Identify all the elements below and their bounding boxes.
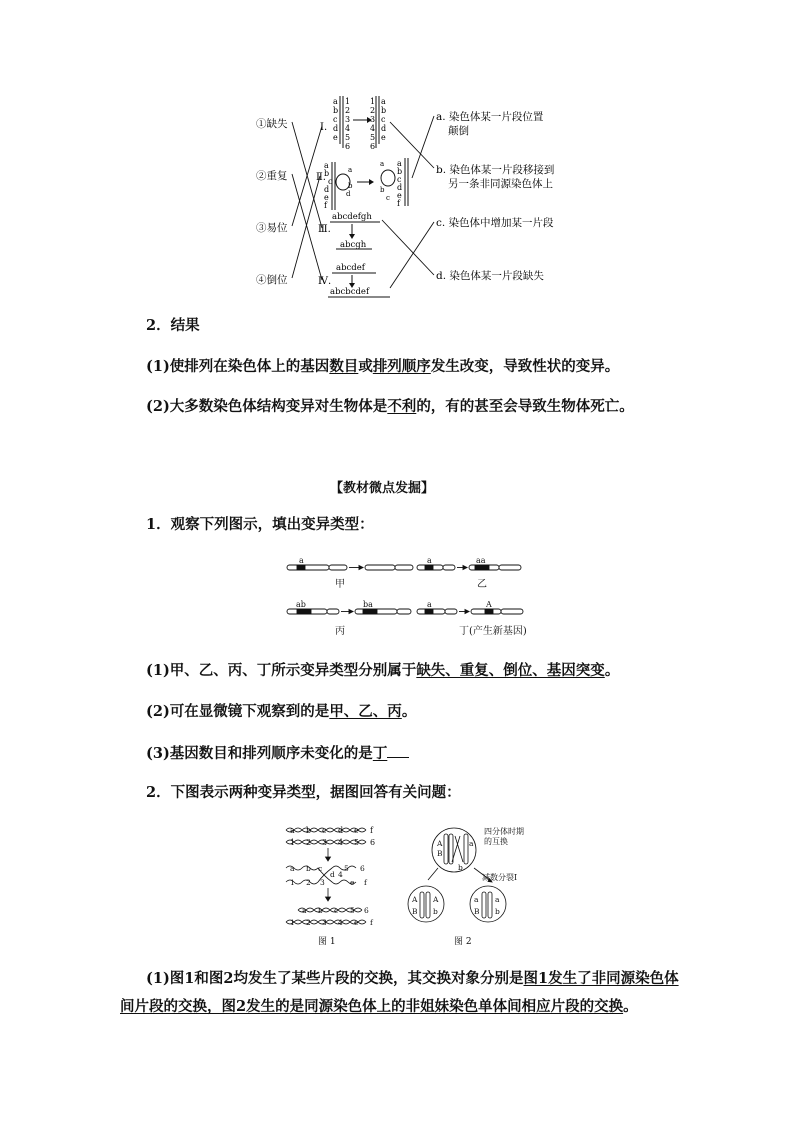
svg-text:e: e xyxy=(354,918,359,927)
desc-c: c. 染色体中增加某一片段 xyxy=(436,217,554,229)
gene-label-ding-before: a xyxy=(427,600,432,609)
type-label-translocation: ③易位 xyxy=(256,222,288,234)
svg-text:3: 3 xyxy=(370,115,376,124)
svg-text:a: a xyxy=(290,864,295,873)
svg-text:b: b xyxy=(318,906,323,915)
results-heading: 2．结果 xyxy=(146,317,200,334)
svg-text:b: b xyxy=(458,863,463,872)
svg-text:f: f xyxy=(324,201,327,210)
svg-text:b: b xyxy=(433,907,438,916)
results-p1-blank-order: 排列顺序 xyxy=(372,358,431,375)
svg-text:c: c xyxy=(381,115,386,124)
results-p1-mid: 或 xyxy=(358,358,373,375)
results-p2-blank: 不利 xyxy=(387,398,417,415)
desc-b-line1: b. 染色体某一片段移接到 xyxy=(436,164,555,176)
I-left-numbers xyxy=(345,97,350,151)
svg-text:1: 1 xyxy=(290,838,296,847)
desc-a-line2: 颠倒 xyxy=(448,125,469,137)
svg-text:e: e xyxy=(397,191,402,200)
svg-text:b: b xyxy=(306,826,312,835)
svg-text:2: 2 xyxy=(370,106,376,115)
svg-text:e: e xyxy=(354,826,359,835)
svg-text:b: b xyxy=(324,169,330,178)
svg-text:d: d xyxy=(346,190,351,198)
type-label-duplication: ②重复 xyxy=(256,170,288,182)
svg-text:5: 5 xyxy=(350,906,355,915)
I-right-letters xyxy=(381,97,386,142)
svg-text:3: 3 xyxy=(320,878,325,887)
III-top-sequence: abcdefgh xyxy=(332,212,372,222)
svg-text:e: e xyxy=(333,133,338,142)
fig2-daughter-cell-right xyxy=(470,886,506,922)
svg-text:e: e xyxy=(324,193,329,202)
svg-text:c: c xyxy=(333,115,338,124)
answer-2-blank: 甲、乙、丙 xyxy=(329,703,402,720)
svg-text:c: c xyxy=(334,906,339,915)
svg-text:b: b xyxy=(380,186,385,194)
svg-text:b: b xyxy=(306,864,311,873)
svg-text:f: f xyxy=(397,199,400,208)
desc-a-line1: a. 染色体某一片段位置 xyxy=(436,111,544,123)
answer-b1-line1 xyxy=(146,972,679,987)
svg-text:d: d xyxy=(330,870,335,879)
svg-text:a: a xyxy=(469,839,474,848)
answer-b1-line2 xyxy=(120,1000,638,1015)
svg-text:a: a xyxy=(290,826,295,835)
gene-label-yi-before: a xyxy=(427,556,432,565)
answer-1-blank: 缺失、重复、倒位、基因突变 xyxy=(416,662,605,679)
svg-text:a: a xyxy=(380,160,385,168)
answer-2-prefix: (2)可在显微镜下观察到的是 xyxy=(146,703,330,720)
roman-II: Ⅱ. xyxy=(316,172,326,183)
svg-text:b: b xyxy=(495,907,500,916)
answer-1 xyxy=(146,664,619,679)
desc-d: d. 染色体某一片段缺失 xyxy=(436,270,544,282)
svg-text:5: 5 xyxy=(344,864,349,873)
svg-text:4: 4 xyxy=(338,838,344,847)
crossover-figures xyxy=(278,822,538,950)
svg-text:2: 2 xyxy=(306,878,311,887)
svg-text:4: 4 xyxy=(338,870,343,879)
svg-text:a: a xyxy=(495,895,500,904)
roman-IV: Ⅳ. xyxy=(318,276,332,287)
type-label-inversion: ④倒位 xyxy=(256,274,288,286)
svg-text:a: a xyxy=(324,161,329,170)
svg-text:f: f xyxy=(364,878,367,887)
fig2-note-exchange: 的互换 xyxy=(484,837,508,846)
chromosome-jia xyxy=(287,565,413,570)
svg-text:d: d xyxy=(338,826,344,835)
answer-b1-blank-2: 间片段的交换，图2发生的是同源染色体上的非姐妹染色单体间相应片段的交换 xyxy=(120,998,624,1015)
fig2-daughter-cell-left xyxy=(408,886,444,922)
svg-text:5: 5 xyxy=(370,133,376,142)
desc-b-line2: 另一条非同源染色体上 xyxy=(448,178,553,190)
svg-text:e: e xyxy=(350,878,355,887)
svg-text:6: 6 xyxy=(364,906,369,915)
svg-text:A: A xyxy=(412,895,418,904)
svg-text:a: a xyxy=(381,97,386,106)
svg-text:2: 2 xyxy=(345,106,351,115)
gene-label-bing-after: ba xyxy=(363,600,373,609)
answer-3-prefix: (3)基因数目和排列顺序未变化的是 xyxy=(146,745,373,762)
svg-text:f: f xyxy=(370,826,373,835)
svg-text:f: f xyxy=(370,918,373,927)
III-bottom-sequence: abcgh xyxy=(340,240,367,250)
answer-b1-prefix: (1)图1和图2均发生了某些片段的交换，其交换对象分别是 xyxy=(146,970,524,987)
gene-label-jia: a xyxy=(299,556,304,565)
gene-variation-figure xyxy=(283,556,533,640)
svg-text:b: b xyxy=(397,167,403,176)
svg-text:b: b xyxy=(348,182,353,190)
chromosome-ding xyxy=(417,609,523,614)
svg-text:A: A xyxy=(437,839,443,848)
chromosome-bing xyxy=(287,609,411,614)
type-label-deletion: ①缺失 xyxy=(256,118,288,130)
fig-label-yi: 乙 xyxy=(477,579,487,590)
answer-3-blank-space xyxy=(387,745,409,758)
svg-text:6: 6 xyxy=(370,838,376,847)
results-p2-suffix: 的，有的甚至会导致生物体死亡。 xyxy=(416,398,634,415)
svg-text:a: a xyxy=(397,159,402,168)
svg-text:B: B xyxy=(474,907,480,916)
svg-text:a: a xyxy=(474,895,479,904)
svg-text:a: a xyxy=(302,906,307,915)
fig-label-ding: 丁(产生新基因) xyxy=(459,626,527,637)
I-left-letters xyxy=(333,97,338,142)
fig1-caption: 图 1 xyxy=(318,937,336,947)
svg-text:c: c xyxy=(386,194,390,202)
fig-label-jia: 甲 xyxy=(335,579,345,590)
svg-text:a: a xyxy=(348,166,353,174)
question-2: 2．下图表示两种变异类型，据图回答有关问题： xyxy=(146,784,461,801)
svg-text:6: 6 xyxy=(360,864,365,873)
answer-2-suffix: 。 xyxy=(401,703,417,720)
svg-text:A: A xyxy=(433,895,439,904)
fig-label-bing: 丙 xyxy=(335,626,345,637)
svg-text:b: b xyxy=(333,106,339,115)
fig2-caption: 图 2 xyxy=(454,937,472,947)
svg-text:4: 4 xyxy=(345,124,351,133)
svg-text:2: 2 xyxy=(306,838,312,847)
svg-text:1: 1 xyxy=(290,918,295,927)
IV-top-sequence: abcdef xyxy=(336,263,365,273)
results-p2-prefix: (2)大多数染色体结构变异对生物体是 xyxy=(146,398,388,415)
svg-text:3: 3 xyxy=(322,838,328,847)
answer-b1-suffix: 。 xyxy=(623,998,638,1015)
gene-label-bing-before: ab xyxy=(296,600,306,609)
svg-text:a: a xyxy=(333,97,338,106)
svg-text:2: 2 xyxy=(306,918,311,927)
svg-text:1: 1 xyxy=(290,878,295,887)
results-point-2 xyxy=(146,400,634,415)
svg-text:5: 5 xyxy=(354,838,360,847)
svg-text:d: d xyxy=(324,185,330,194)
svg-text:3: 3 xyxy=(345,115,351,124)
fig2-note-meiosis: 减数分裂Ⅰ xyxy=(482,873,518,882)
chromosome-yi xyxy=(417,565,521,570)
results-p1-blank-number: 数目 xyxy=(329,358,359,375)
svg-text:6: 6 xyxy=(345,142,351,151)
svg-text:B: B xyxy=(412,907,418,916)
gene-label-ding-after: A xyxy=(486,600,492,609)
svg-text:d: d xyxy=(381,124,387,133)
svg-text:6: 6 xyxy=(370,142,376,151)
svg-text:3: 3 xyxy=(322,918,327,927)
svg-text:c: c xyxy=(322,826,327,835)
roman-III: Ⅲ. xyxy=(318,224,331,235)
svg-text:1: 1 xyxy=(345,97,351,106)
IV-bottom-sequence: abcbcdef xyxy=(330,287,370,297)
answer-1-prefix: (1)甲、乙、丙、丁所示变异类型分别属于 xyxy=(146,662,417,679)
answer-2 xyxy=(146,705,416,720)
gene-label-yi-after: aa xyxy=(476,556,486,565)
answer-1-suffix: 。 xyxy=(604,662,620,679)
results-p1-prefix: (1)使排列在染色体上的基因 xyxy=(146,358,330,375)
results-p1-suffix: 发生改变，导致性状的变异。 xyxy=(430,358,620,375)
answer-3-blank: 丁 xyxy=(372,745,388,762)
svg-text:B: B xyxy=(437,849,443,858)
micro-heading: 【教材微点发掘】 xyxy=(330,481,435,496)
svg-text:c: c xyxy=(328,177,333,186)
answer-3 xyxy=(146,745,409,762)
roman-I: Ⅰ. xyxy=(320,122,328,133)
svg-text:4: 4 xyxy=(370,124,376,133)
svg-text:d: d xyxy=(333,124,339,133)
variation-matching-diagram xyxy=(240,92,580,302)
svg-text:4: 4 xyxy=(338,918,343,927)
svg-text:c: c xyxy=(318,864,323,873)
svg-text:1: 1 xyxy=(370,97,376,106)
svg-text:d: d xyxy=(397,183,403,192)
svg-text:5: 5 xyxy=(345,133,351,142)
answer-b1-blank-1: 图1发生了非同源染色体 xyxy=(523,970,679,987)
svg-text:b: b xyxy=(381,106,387,115)
I-right-numbers xyxy=(370,97,375,151)
svg-text:c: c xyxy=(397,175,402,184)
svg-text:e: e xyxy=(381,133,386,142)
fig2-note-tetrad: 四分体时期 xyxy=(484,827,524,836)
II-right-letters xyxy=(397,159,402,208)
question-1: 1．观察下列图示，填出变异类型： xyxy=(146,516,374,533)
results-point-1 xyxy=(146,360,619,375)
